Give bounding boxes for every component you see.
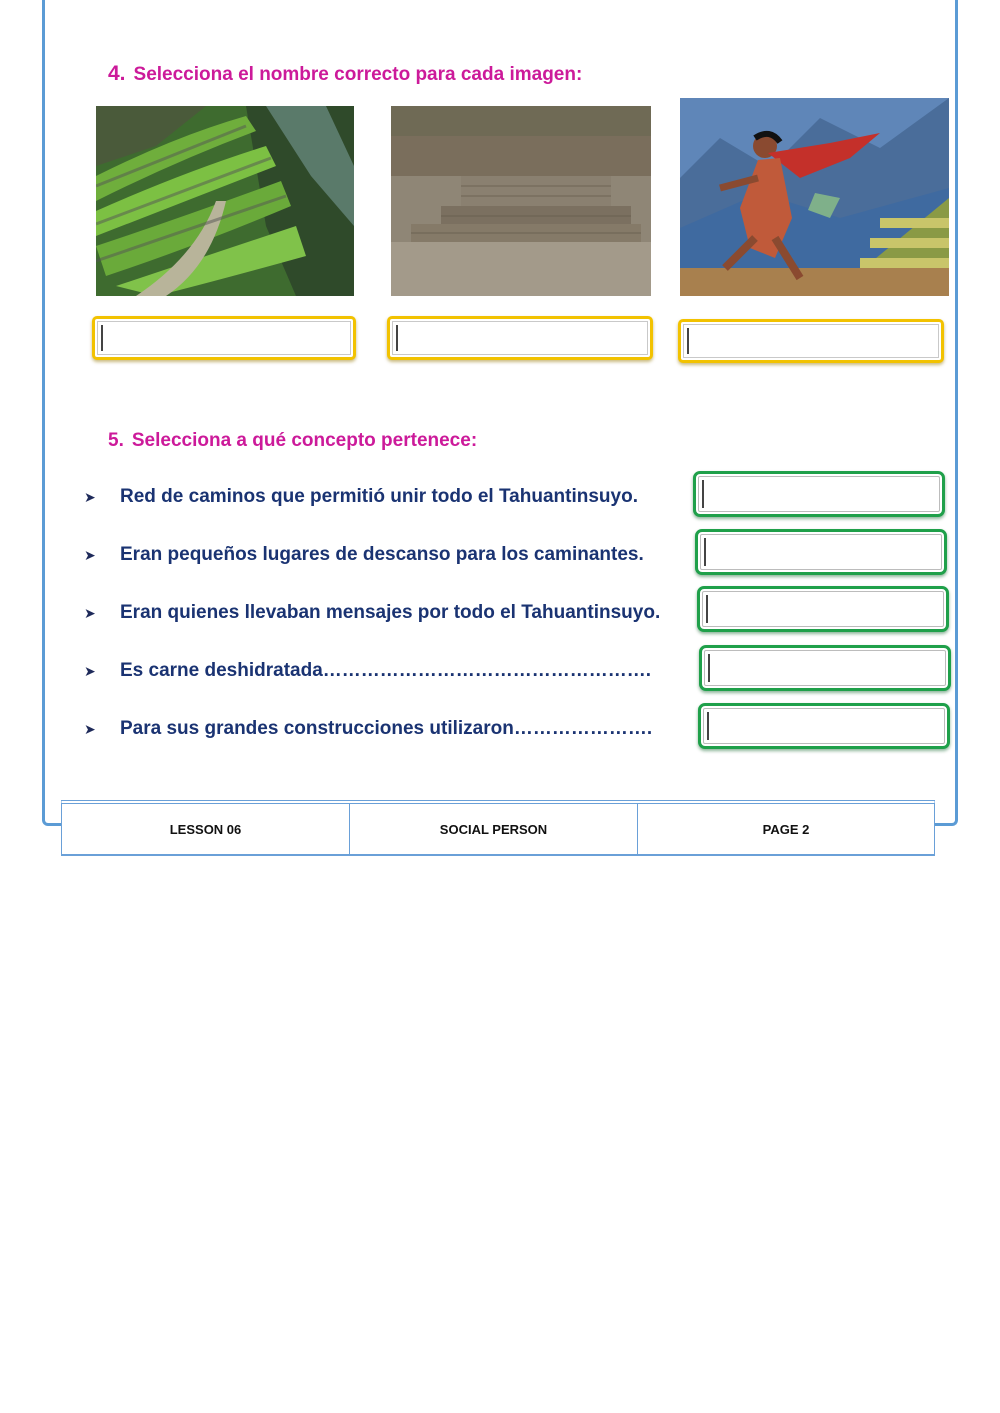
concept-item: [84, 656, 651, 686]
concept-answer-box-1[interactable]: [693, 471, 945, 517]
answer-box-image-3[interactable]: [678, 319, 944, 363]
footer-page: PAGE 2: [637, 804, 934, 854]
answer-box-image-1[interactable]: [92, 316, 356, 360]
ruins-image: [391, 106, 651, 296]
concept-text: Eran pequeños lugares de descanso para los caminantes.: [120, 544, 644, 565]
concept-item: [84, 540, 644, 570]
concept-answer-box-2[interactable]: [695, 529, 947, 575]
question-number: 5.: [108, 430, 124, 451]
question-5-title: [108, 430, 477, 452]
question-number: 4.: [108, 62, 126, 85]
concept-text: Es carne deshidratada…………………………………………….: [120, 660, 652, 681]
question-4-title: [108, 62, 582, 86]
concept-item: [84, 482, 638, 512]
footer-subject: SOCIAL PERSON: [349, 804, 637, 854]
footer-lesson: LESSON 06: [169, 821, 242, 837]
answer-box-image-2[interactable]: [387, 316, 653, 360]
concept-answer-box-4[interactable]: [699, 645, 951, 691]
footer-table: [61, 800, 935, 856]
concept-item: [84, 714, 652, 744]
concept-text: Para sus grandes construcciones utilizaron………………….: [120, 718, 653, 739]
concept-answer-box-5[interactable]: [698, 703, 950, 749]
chasqui-image: [680, 98, 949, 296]
arrowhead-bullet-icon: ➤: [84, 720, 96, 737]
question-text: Selecciona a qué concepto pertenece:: [131, 430, 478, 451]
terraces-image: [96, 106, 354, 296]
arrowhead-bullet-icon: ➤: [84, 662, 96, 679]
arrowhead-bullet-icon: ➤: [84, 546, 96, 563]
concept-text: Eran quienes llevaban mensajes por todo el Tahuantinsuyo.: [120, 602, 661, 623]
question-text: Selecciona el nombre correcto para cada imagen:: [133, 64, 583, 85]
concept-item: [84, 598, 660, 628]
concept-text: Red de caminos que permitió unir todo el Tahuantinsuyo.: [120, 486, 638, 507]
concept-answer-box-3[interactable]: [697, 586, 949, 632]
arrowhead-bullet-icon: ➤: [84, 604, 96, 621]
arrowhead-bullet-icon: ➤: [84, 488, 96, 505]
